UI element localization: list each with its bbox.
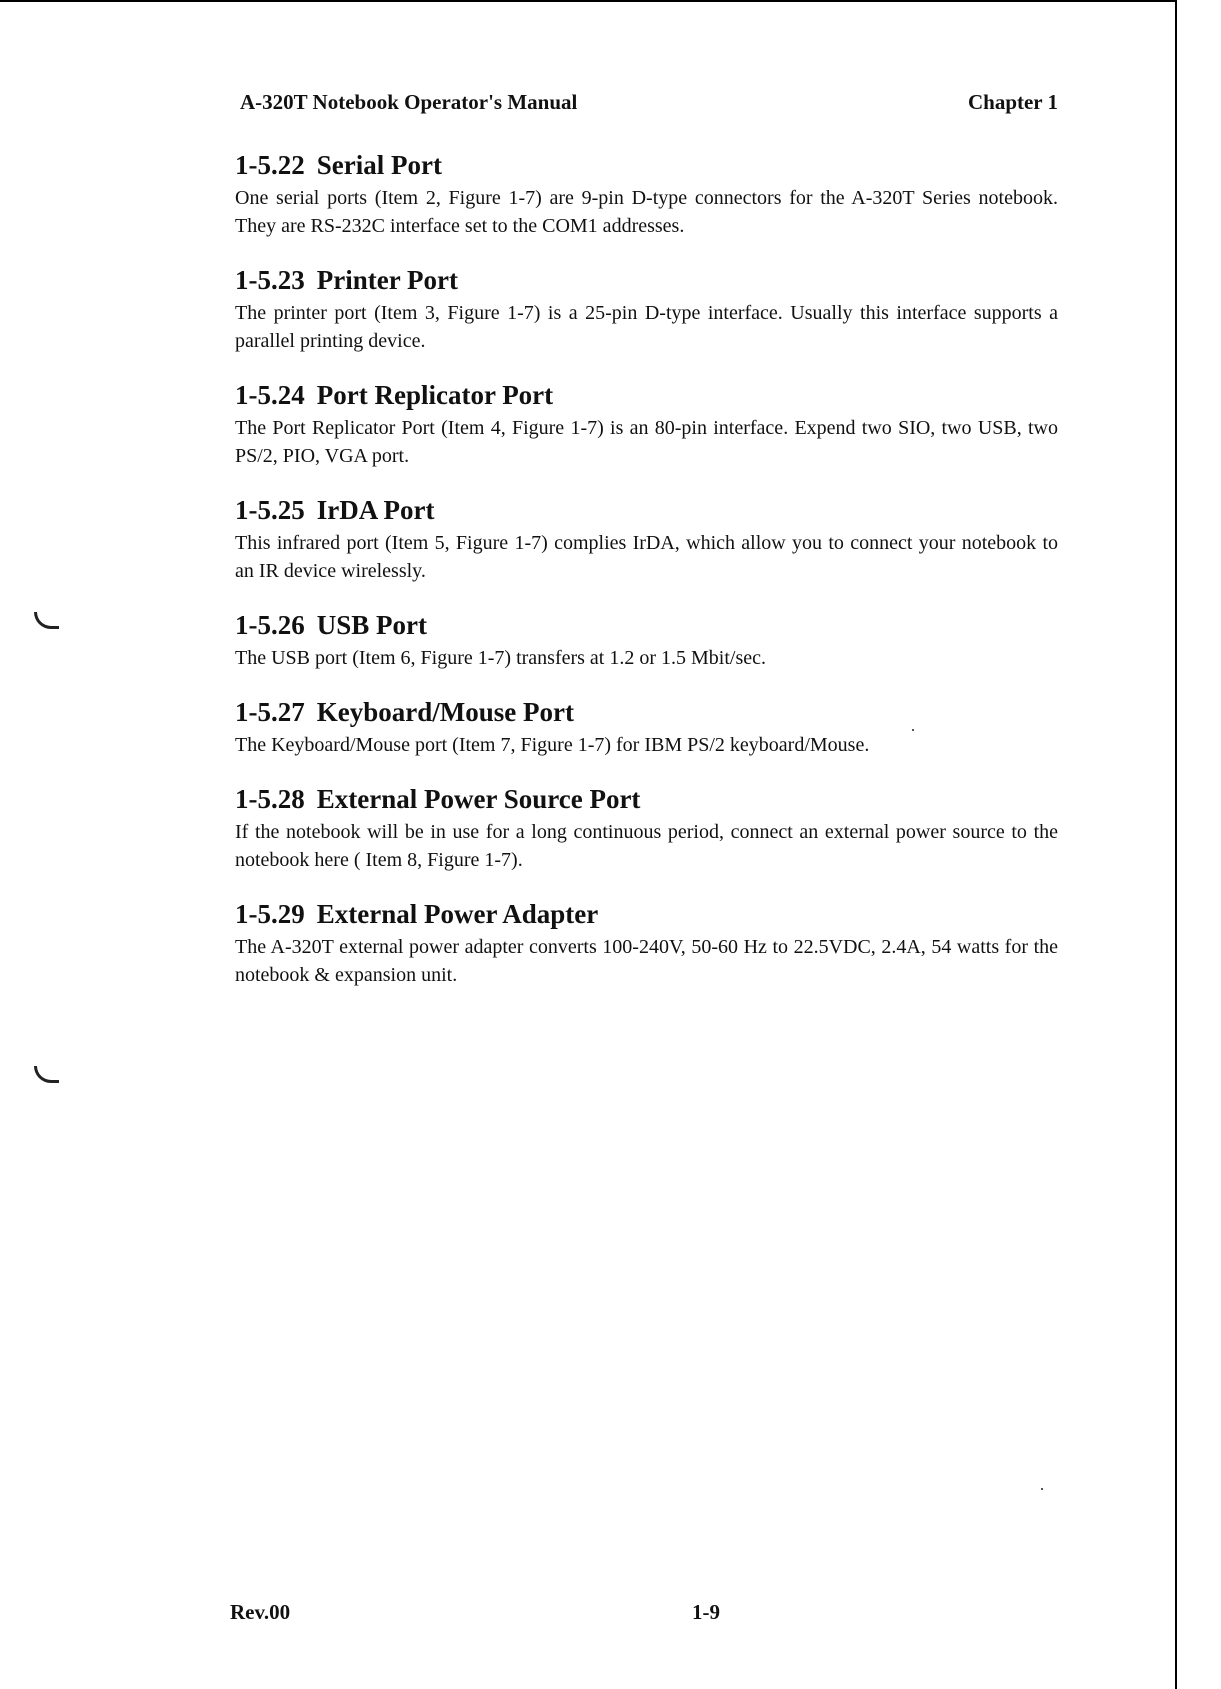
section-keyboard-mouse-port	[235, 697, 1058, 759]
section-usb-port	[235, 610, 1058, 672]
section-title: USB Port	[316, 610, 427, 640]
section-heading	[235, 784, 1058, 814]
section-body: The Keyboard/Mouse port (Item 7, Figure 1-7) for IBM PS/2 keyboard/Mouse.	[235, 734, 870, 756]
section-heading	[235, 495, 1058, 525]
section-body: The Port Replicator Port (Item 4, Figure 1-7) is an 80-pin interface. Expend two SIO, two USB, two PS/2, PIO, VGA port.	[235, 417, 1058, 467]
section-number: 1-5.23	[235, 265, 305, 295]
section-external-power-source-port	[235, 784, 1058, 874]
section-heading	[235, 150, 1058, 180]
section-number: 1-5.28	[235, 784, 305, 814]
hole-punch-mark	[34, 612, 59, 629]
section-heading	[235, 899, 1058, 929]
section-title: Keyboard/Mouse Port	[316, 697, 574, 727]
section-printer-port	[235, 265, 1058, 355]
section-serial-port	[235, 150, 1058, 240]
section-body: One serial ports (Item 2, Figure 1-7) are 9-pin D-type connectors for the A-320T Series notebook. They are RS-232C interface set to the COM1 addresses.	[235, 187, 1058, 237]
page-number: 1-9	[692, 1600, 720, 1624]
page-header	[240, 90, 1058, 115]
section-title: External Power Adapter	[316, 899, 599, 929]
section-number: 1-5.22	[235, 150, 305, 180]
section-irda-port	[235, 495, 1058, 585]
section-number: 1-5.26	[235, 610, 305, 640]
manual-title: A-320T Notebook Operator's Manual	[240, 90, 578, 114]
section-external-power-adapter	[235, 899, 1058, 989]
section-port-replicator-port	[235, 380, 1058, 470]
section-title: Printer Port	[316, 265, 458, 295]
section-title: Port Replicator Port	[316, 380, 554, 410]
section-body: The A-320T external power adapter converts 100-240V, 50-60 Hz to 22.5VDC, 2.4A, 54 watts for the notebook & expansion unit.	[235, 936, 1058, 986]
section-number: 1-5.29	[235, 899, 305, 929]
section-heading	[235, 697, 1058, 727]
scan-speck	[912, 729, 914, 731]
section-number: 1-5.27	[235, 697, 305, 727]
section-heading	[235, 265, 1058, 295]
chapter-label: Chapter 1	[967, 90, 1058, 114]
section-body: This infrared port (Item 5, Figure 1-7) complies IrDA, which allow you to connect your notebook to an IR device wirelessly.	[235, 532, 1058, 582]
section-title: Serial Port	[316, 150, 442, 180]
section-body: The USB port (Item 6, Figure 1-7) transfers at 1.2 or 1.5 Mbit/sec.	[235, 647, 767, 669]
section-number: 1-5.25	[235, 495, 305, 525]
revision-label: Rev.00	[230, 1600, 291, 1624]
section-title: External Power Source Port	[316, 784, 641, 814]
section-body: The printer port (Item 3, Figure 1-7) is a 25-pin D-type interface. Usually this interface supports a parallel printing device.	[235, 302, 1058, 352]
top-border-line	[0, 0, 1175, 2]
scan-speck	[1041, 1488, 1043, 1490]
page-content	[235, 150, 1058, 1014]
section-title: IrDA Port	[316, 495, 435, 525]
section-heading	[235, 380, 1058, 410]
section-number: 1-5.24	[235, 380, 305, 410]
section-body: If the notebook will be in use for a long continuous period, connect an external power source to the notebook here ( Item 8, Figure 1-7).	[235, 821, 1058, 871]
right-border-line	[1175, 0, 1177, 1689]
section-heading	[235, 610, 1058, 640]
hole-punch-mark	[34, 1066, 59, 1083]
